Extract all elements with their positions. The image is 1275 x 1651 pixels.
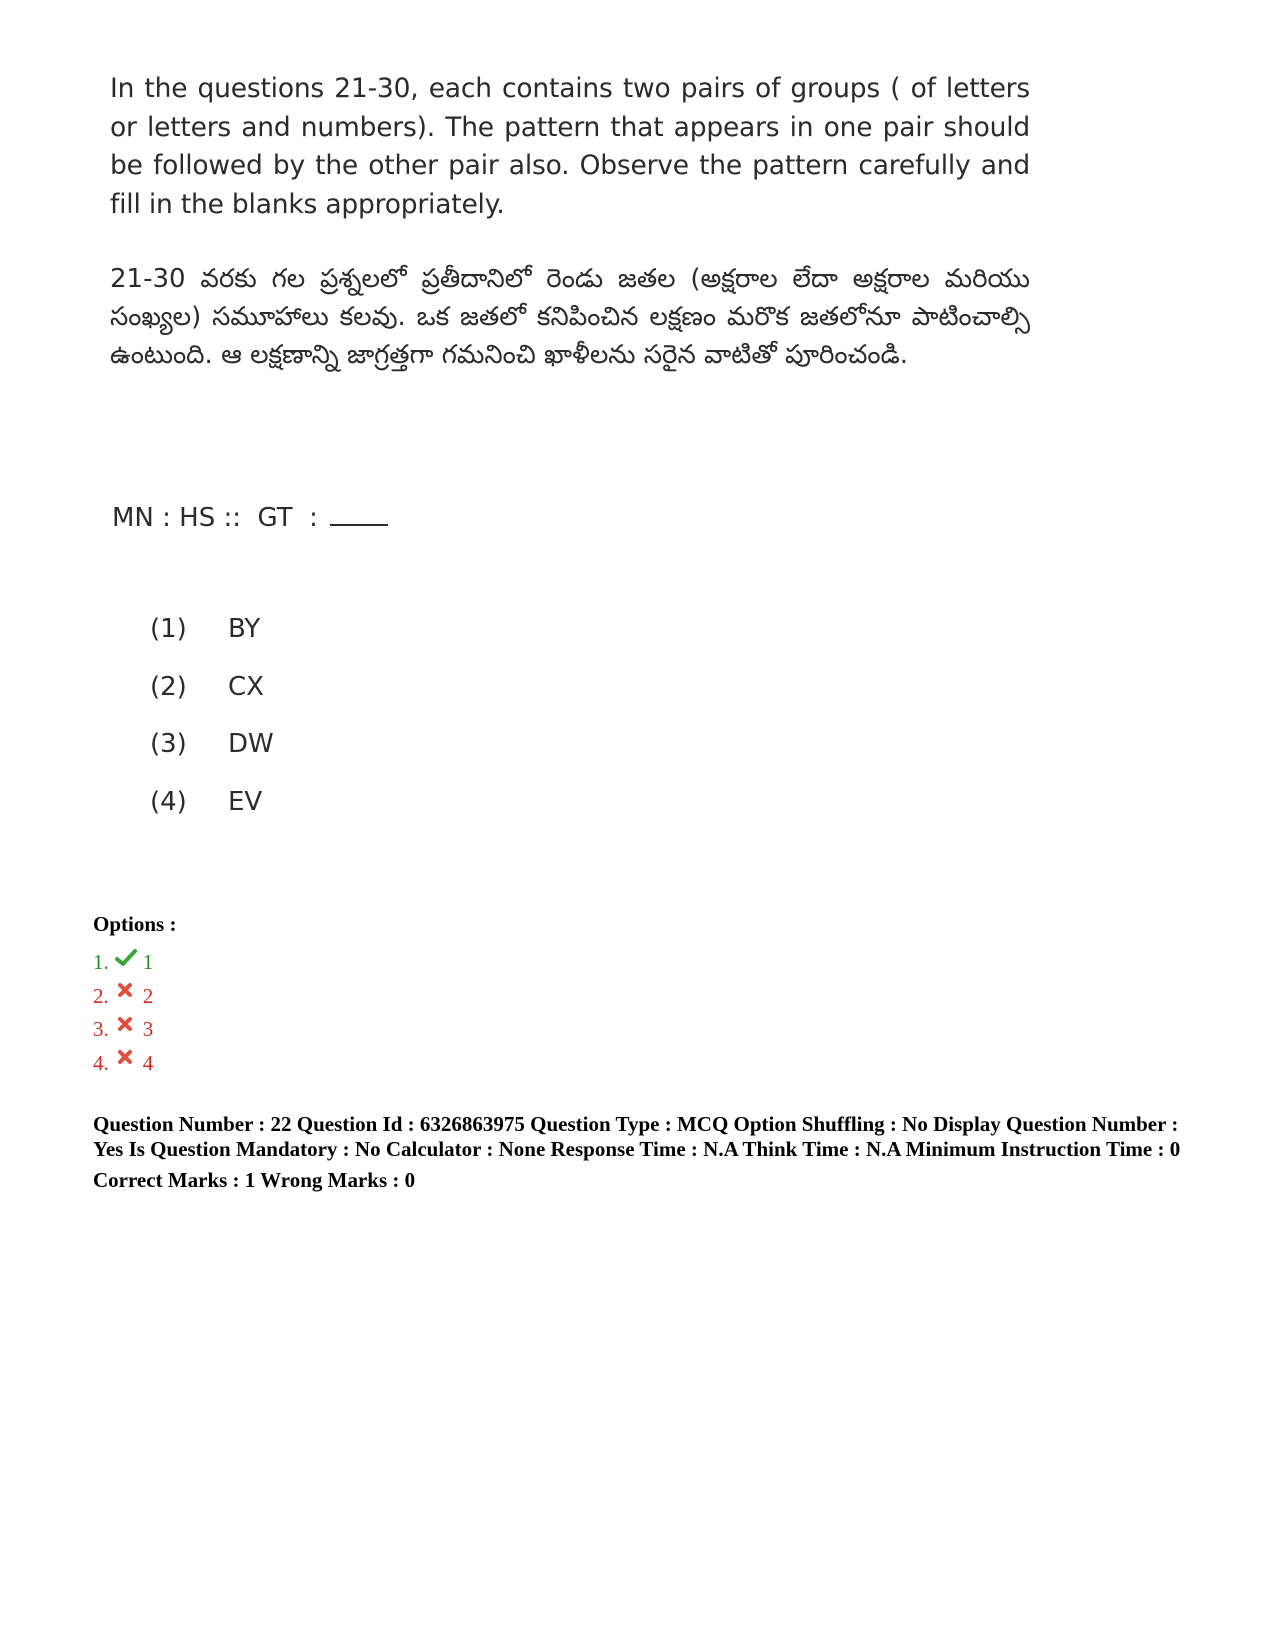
choice-number: (3) [150, 729, 187, 759]
choice-item [150, 787, 274, 845]
choice-text: EV [228, 786, 263, 817]
choice-item [150, 614, 274, 672]
option-index: 3. [93, 1017, 109, 1042]
instruction-english: In the questions 21-30, each contains two pairs of groups ( of letters or letters and numbers). The pattern that appears in one pair should be followed by the other pair also. Observe the pattern carefully and fill in the blanks appropriately. [110, 73, 1030, 220]
analogy-question [112, 500, 388, 533]
marks-info: Correct Marks : 1 Wrong Marks : 0 [93, 1168, 416, 1192]
option-item-wrong [93, 980, 176, 1014]
choice-list [150, 614, 274, 844]
check-icon [115, 948, 137, 968]
options-heading: Options : [93, 912, 177, 936]
choice-number: (4) [150, 786, 187, 817]
question-image [110, 70, 1030, 374]
option-item-correct [93, 946, 176, 980]
option-value: 2 [142, 983, 154, 1008]
choice-text: BY [228, 614, 261, 644]
option-index: 1. [93, 950, 109, 975]
choice-text: CX [228, 671, 264, 702]
choice-number: (2) [150, 671, 187, 702]
option-item-wrong [93, 1013, 176, 1047]
analogy-text: MN : HS :: GT : [112, 503, 318, 533]
choice-number: (1) [150, 614, 187, 644]
cross-icon [115, 981, 137, 1001]
option-value: 1 [142, 950, 154, 975]
option-index: 4. [93, 1050, 109, 1075]
choice-item [150, 729, 274, 787]
question-metadata [93, 1112, 1188, 1193]
option-item-wrong [93, 1047, 176, 1081]
answer-blank [330, 500, 388, 526]
cross-icon [115, 1015, 137, 1035]
options-block [93, 912, 176, 1080]
question-details: Question Number : 22 Question Id : 6326863975 Question Type : MCQ Option Shuffling : No Display Question Number : Yes Is Question Mandatory : No Calculator : None Response Time : N.A Think Time : N.A Minimum Instruction Time : 0 [93, 1112, 1181, 1161]
cross-icon [115, 1048, 137, 1068]
option-value: 3 [142, 1017, 154, 1042]
choice-text: DW [228, 729, 274, 759]
choice-item [150, 672, 274, 730]
option-index: 2. [93, 983, 109, 1008]
instruction-telugu: 21-30 వరకు గల ప్రశ్నలలో ప్రతీదానిలో రెండు జతల (అక్షరాల లేదా అక్షరాల మరియు సంఖ్యల) సమూహాలు కలవు. ఒక జతలో కనిపించిన లక్షణం మరొక జతలోనూ పాటించాల్సి ఉంటుంది. ఆ లక్షణాన్ని జాగ్రత్తగా గమనించి ఖాళీలను సరైన వాటితో పూరించండి. [110, 264, 1030, 370]
option-value: 4 [142, 1050, 154, 1075]
